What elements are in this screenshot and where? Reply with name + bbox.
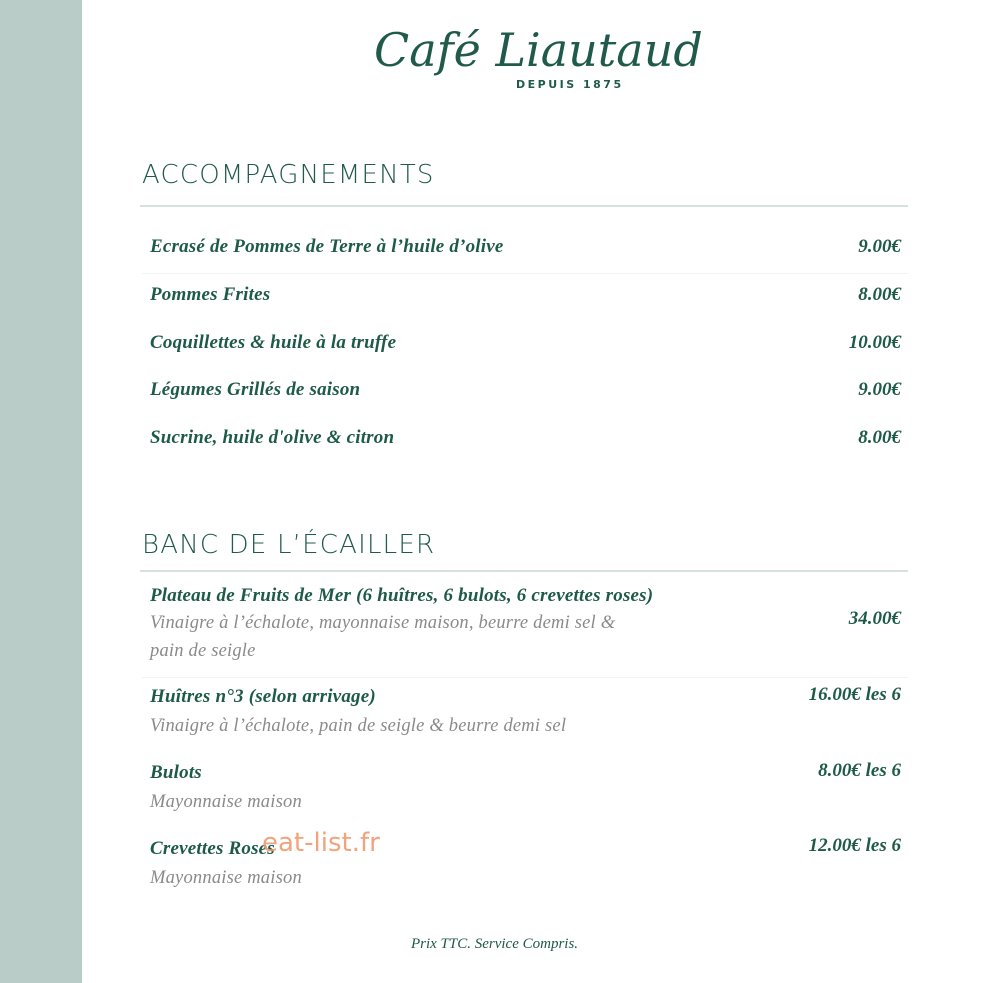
menu-item-name: Plateau de Fruits de Mer (6 huîtres, 6 bulots, 6 crevettes roses) bbox=[150, 585, 654, 606]
menu-item-name: Coquillettes & huile à la truffe bbox=[150, 332, 397, 353]
menu-item-description: Mayonnaise maison bbox=[150, 792, 302, 812]
menu-item-description: Vinaigre à l’échalote, pain de seigle & beurre demi sel bbox=[150, 716, 567, 736]
menu-item-price: 9.00€ bbox=[858, 236, 901, 257]
menu-item-description: Vinaigre à l’échalote, mayonnaise maison, beurre demi sel & bbox=[150, 613, 616, 633]
menu-item-description: Mayonnaise maison bbox=[150, 868, 302, 888]
menu-item-price: 16.00€ les 6 bbox=[808, 684, 901, 705]
menu-item-price: 8.00€ les 6 bbox=[818, 760, 901, 781]
menu-item-price: 9.00€ bbox=[858, 379, 901, 400]
svg-text:DEPUIS 1875: DEPUIS 1875 bbox=[516, 78, 624, 91]
watermark-text: eat-list.fr bbox=[262, 828, 380, 858]
svg-text:Café Liautaud: Café Liautaud bbox=[374, 23, 703, 77]
menu-item-price: 12.00€ les 6 bbox=[808, 835, 901, 856]
section-divider bbox=[140, 570, 908, 572]
menu-item-name: Sucrine, huile d'olive & citron bbox=[150, 427, 395, 448]
section-title-banc-de-l-ecailler: BANC DE L’ÉCAILLER bbox=[142, 530, 436, 560]
menu-item-name: Bulots bbox=[150, 762, 202, 783]
menu-item-name: Ecrasé de Pommes de Terre à l’huile d’olive bbox=[150, 236, 504, 257]
section-divider bbox=[140, 205, 908, 207]
section-title-accompagnements: ACCOMPAGNEMENTS bbox=[142, 160, 435, 190]
footer-note: Prix TTC. Service Compris. bbox=[410, 936, 579, 952]
item-divider bbox=[142, 677, 908, 678]
menu-item-name: Crevettes Roses bbox=[150, 838, 275, 859]
menu-item-price: 8.00€ bbox=[858, 284, 901, 305]
menu-item-description: pain de seigle bbox=[150, 641, 256, 661]
menu-item-price: 8.00€ bbox=[858, 427, 901, 448]
menu-item-name: Pommes Frites bbox=[150, 284, 271, 305]
menu-item-name: Légumes Grillés de saison bbox=[150, 379, 361, 400]
left-side-band bbox=[0, 0, 82, 983]
menu-item-price: 34.00€ bbox=[848, 608, 901, 629]
cafe-liautaud-logo bbox=[370, 8, 703, 91]
menu-item-price: 10.00€ bbox=[848, 332, 901, 353]
item-divider bbox=[142, 273, 908, 274]
menu-item-name: Huîtres n°3 (selon arrivage) bbox=[150, 686, 376, 707]
